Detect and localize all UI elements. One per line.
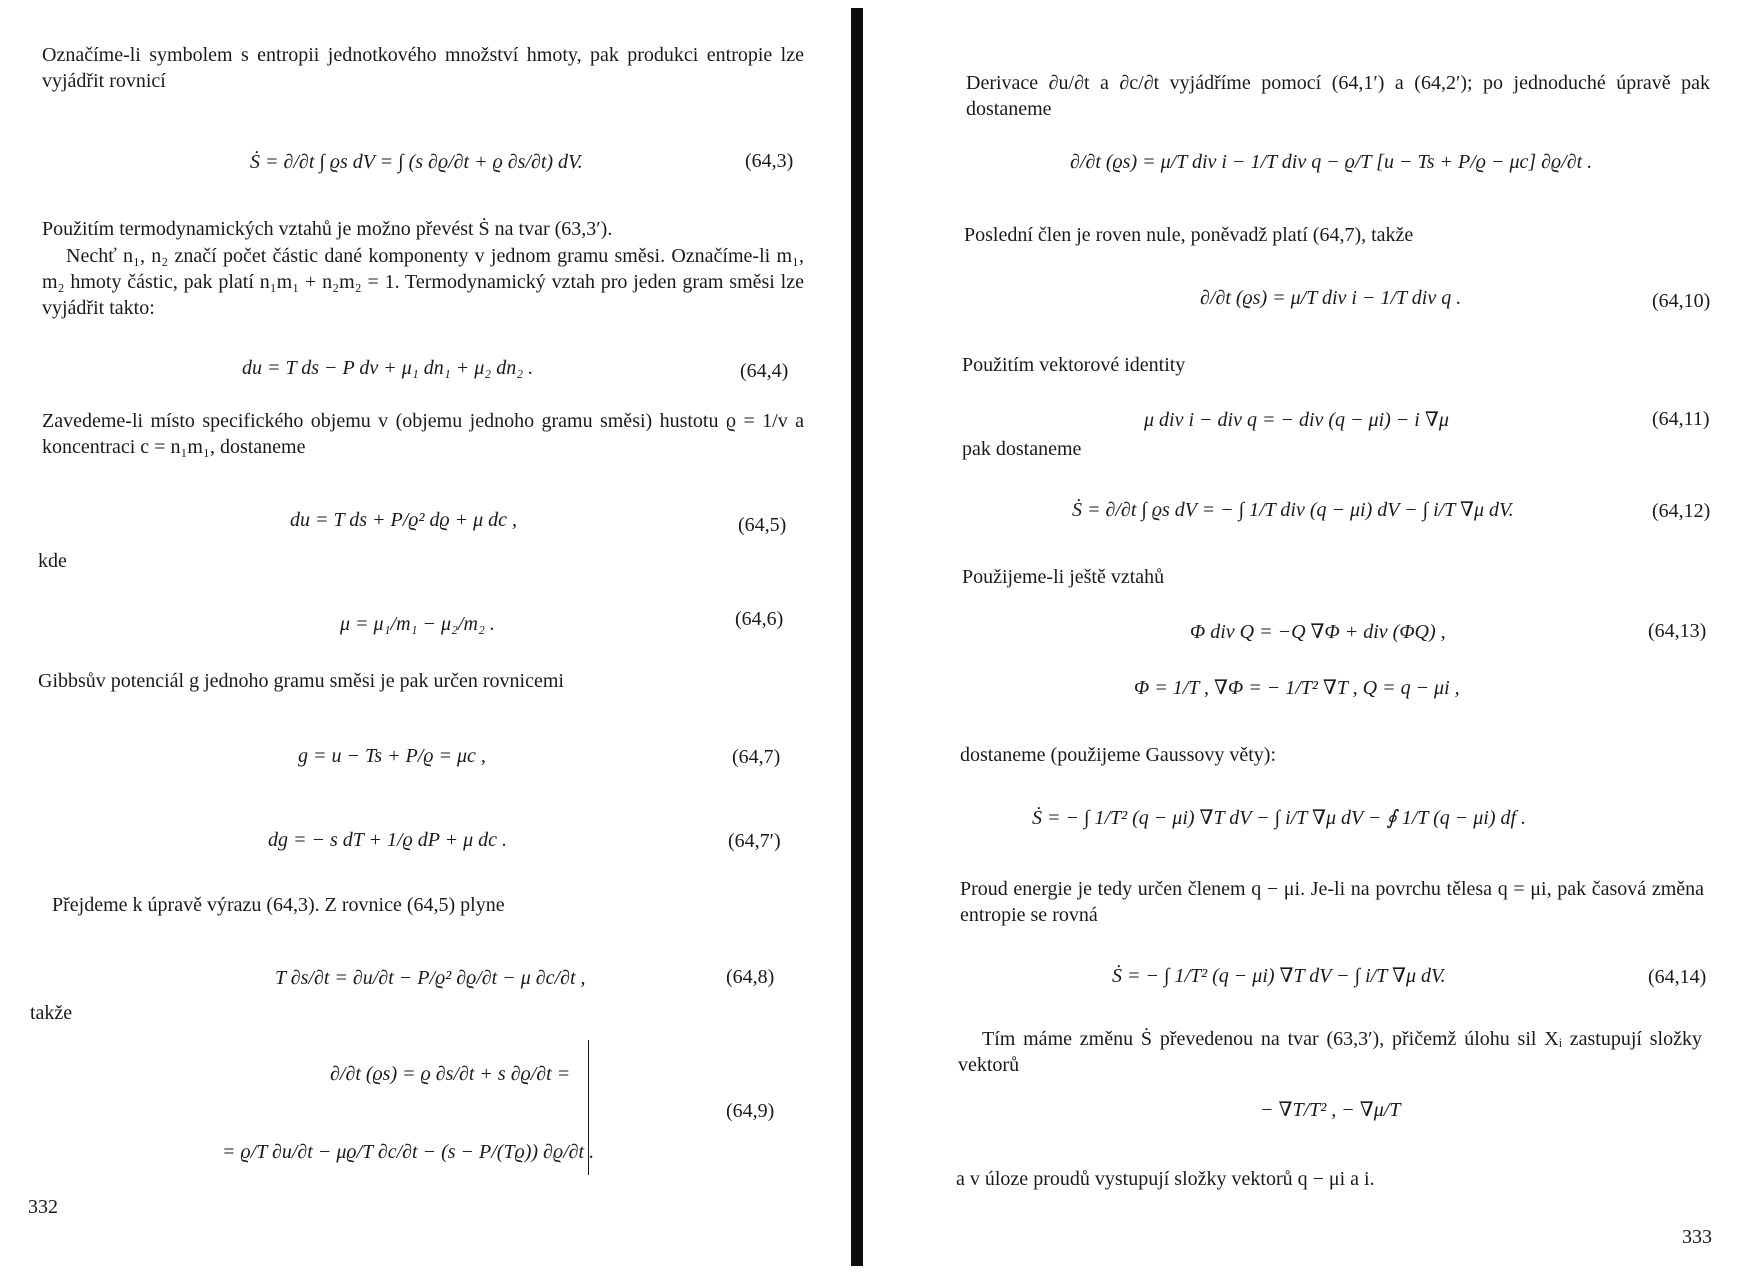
paragraph: Použitím vektorové identity [962,354,1186,376]
right-page [872,0,1754,1276]
left-page [0,0,850,1276]
equation-number: (64,12) [1652,500,1711,522]
equation-64-8: T ∂s/∂t = ∂u/∂t − P/ϱ² ∂ϱ/∂t − μ ∂c/∂t , [275,967,586,989]
equation-64-3: Ṡ = ∂/∂t ∫ ϱs dV = ∫ (s ∂ϱ/∂t + ϱ ∂s/∂t) dV. [250,151,583,173]
equation-brace [578,1040,589,1175]
equation-64-13-line-2: Φ = 1/T , ∇Φ = − 1/T² ∇T , Q = q − μi , [1134,677,1460,699]
equation-ds-expanded: ∂/∂t (ϱs) = μ/T div i − 1/T div q − ϱ/T [u − Ts + P/ϱ − μc] ∂ϱ/∂t . [1070,151,1593,173]
page-number: 333 [1682,1226,1712,1248]
paragraph: pak dostaneme [962,438,1082,460]
paragraph: Použijeme-li ještě vztahů [962,566,1165,588]
paragraph: Proud energie je tedy určen členem q − μi. Je-li na povrchu tělesa q = μi, pak časová změna entropie se rovná [960,878,1704,926]
equation-number: (64,4) [740,360,789,382]
equation-number: (64,11) [1652,408,1710,430]
paragraph: Použitím termodynamických vztahů je možno převést Ṡ na tvar (63,3′). [42,218,613,240]
paragraph: Zavedeme-li místo specifického objemu v (objemu jednoho gramu směsi) hustotu ϱ = 1/v a koncentraci c = n₁m₁, dostaneme [42,410,804,458]
paragraph: Tím máme změnu Ṡ převedenou na tvar (63,3′), přičemž úlohu sil Xᵢ zastupují složky vektorů [958,1028,1702,1076]
equation-number: (64,8) [726,966,775,988]
equation-number: (64,6) [735,608,784,630]
equation-64-5: du = T ds + P/ϱ² dϱ + μ dc , [290,509,518,531]
equation-surface-integral: Ṡ = − ∫ 1/T² (q − μi) ∇T dV − ∫ i/T ∇μ dV − ∮ 1/T (q − μi) df . [1032,807,1527,829]
equation-64-6: μ = μ₁/m₁ − μ₂/m₂ . [340,613,495,635]
equation-number: (64,7′) [728,830,781,852]
equation-number: (64,5) [738,514,787,536]
page-gutter [851,8,863,1266]
equation-number: (64,13) [1648,620,1707,642]
paragraph: Derivace ∂u/∂t a ∂c/∂t vyjádříme pomocí (64,1′) a (64,2′); po jednoduché úpravě pak dostaneme [966,72,1710,120]
equation-64-13-line-1: Φ div Q = −Q ∇Φ + div (ΦQ) , [1190,621,1446,643]
equation-force-components: − ∇T/T² , − ∇μ/T [1260,1099,1401,1121]
paragraph: a v úloze proudů vystupují složky vektorů q − μi a i. [956,1168,1375,1190]
equation-number: (64,14) [1648,966,1707,988]
equation-64-9-line-1: ∂/∂t (ϱs) = ϱ ∂s/∂t + s ∂ϱ/∂t = [330,1063,571,1085]
paragraph: Označíme-li symbolem s entropii jednotkového množství hmoty, pak produkci entropie lze vyjádřit rovnicí [42,44,804,92]
equation-64-10: ∂/∂t (ϱs) = μ/T div i − 1/T div q . [1200,287,1462,309]
equation-64-4: du = T ds − P dv + μ₁ dn₁ + μ₂ dn₂ . [242,357,534,379]
label-takze: takže [30,1002,73,1024]
label-kde: kde [38,550,67,572]
paragraph: Gibbsův potenciál g jednoho gramu směsi je pak určen rovnicemi [38,670,564,692]
page-number: 332 [28,1196,58,1218]
paragraph: Nechť n₁, n₂ značí počet částic dané komponenty v jednom gramu směsi. Označíme-li m₁, m₂ hmoty částic, pak platí n₁m₁ + n₂m₂ = 1. Termodynamický vztah pro jeden gram směsi lze vyjádřit takto: [42,245,804,319]
equation-number: (64,7) [732,746,781,768]
equation-64-14: Ṡ = − ∫ 1/T² (q − μi) ∇T dV − ∫ i/T ∇μ dV. [1112,965,1446,987]
paragraph: Poslední člen je roven nule, poněvadž platí (64,7), takže [964,224,1414,246]
paragraph: dostaneme (použijeme Gaussovy věty): [960,744,1277,766]
equation-64-12: Ṡ = ∂/∂t ∫ ϱs dV = − ∫ 1/T div (q − μi) dV − ∫ i/T ∇μ dV. [1072,499,1514,521]
paragraph: Přejdeme k úpravě výrazu (64,3). Z rovnice (64,5) plyne [52,894,505,916]
equation-64-7: g = u − Ts + P/ϱ = μc , [298,745,486,767]
equation-number: (64,10) [1652,290,1711,312]
equation-number: (64,3) [745,150,794,172]
equation-number: (64,9) [726,1100,775,1122]
equation-64-11: μ div i − div q = − div (q − μi) − i ∇μ [1144,409,1449,431]
equation-64-7-prime: dg = − s dT + 1/ϱ dP + μ dc . [268,829,508,851]
equation-64-9-line-2: = ϱ/T ∂u/∂t − μϱ/T ∂c/∂t − (s − P/(Tϱ)) ∂ϱ/∂t . [222,1141,595,1163]
